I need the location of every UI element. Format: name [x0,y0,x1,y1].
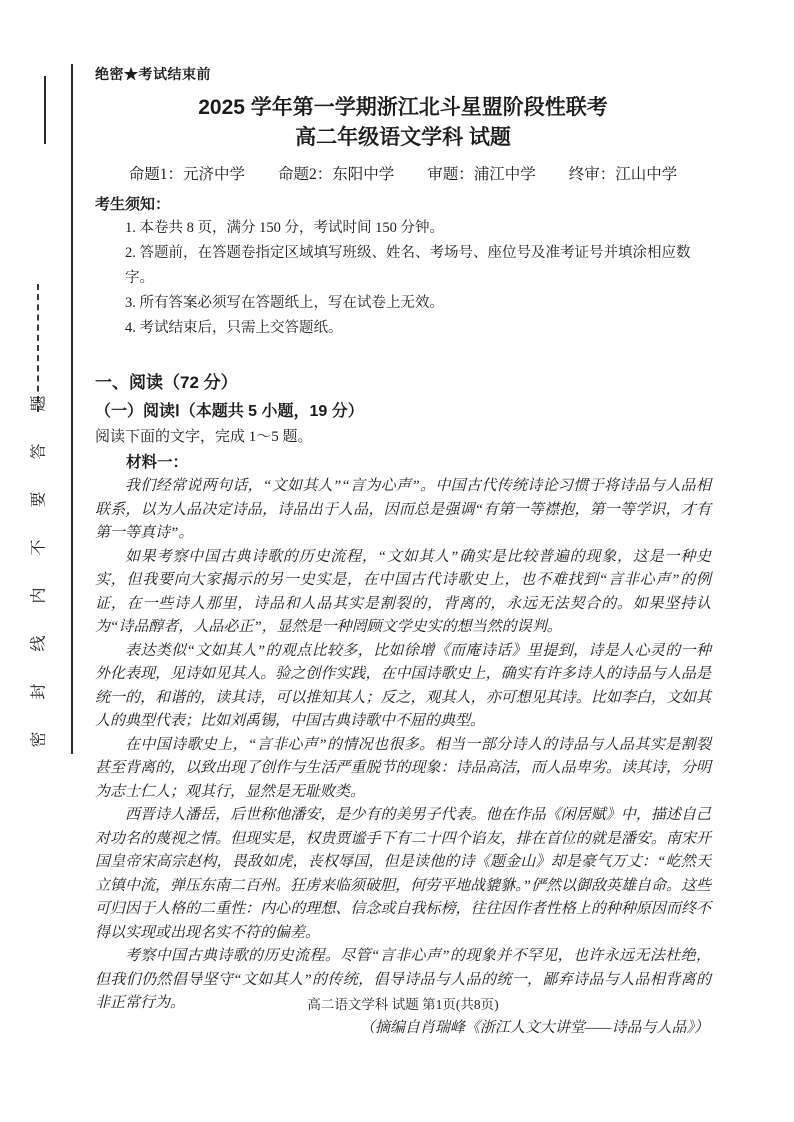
seal-char: 题 [30,395,48,412]
candidate-notice-heading: 考生须知： [95,196,171,213]
seal-char: 封 [30,683,48,700]
seal-char: 内 [30,587,48,604]
notice-item: 2. 答题前，在答题卷指定区域填写班级、姓名、考场号、座位号及准考证号并填涂相应数字。 [125,245,691,286]
material-paragraph: 表达类似“文如其人”的观点比较多，比如徐增《而庵诗话》里提到，诗是人心灵的一种外化表现，见诗如见其人。验之创作实践，在中国诗歌史上，确实有许多诗人的诗品与人品是统一的，和谐的，读其诗，可以推知其人；反之，观其人，亦可想见其诗。比如李白，文如其人的典型代表；比如刘禹锡，中国古典诗歌中不屈的典型。 [95,642,711,729]
material-one-label: 材料一： [126,454,189,471]
candidate-notice-list [95,216,711,341]
exam-title-line1: 2025 学年第一学期浙江北斗星盟阶段性联考 [198,96,608,119]
seal-fold-line [71,64,73,754]
exam-title-line2: 高二年级语文学科 试题 [295,126,511,149]
committee-final-reviewer: 终审：江山中学 [568,166,678,183]
notice-item: 1. 本卷共 8 页，满分 150 分，考试时间 150 分钟。 [125,220,444,236]
notice-item: 4. 考试结束后，只需上交答题纸。 [125,320,343,336]
material-paragraph: 考察中国古典诗歌的历史流程。尽管“言非心声”的现象并不罕见，也许永远无法杜绝，但我们仍然倡导坚守“文如其人”的传统，倡导诗品与人品的统一，鄙弃诗品与人品相背离的非正常行为。 [95,948,711,1011]
security-classification: 绝密★考试结束前 [95,66,211,82]
reading-instruction: 阅读下面的文字，完成 1～5 题。 [95,429,313,445]
source-attribution: （摘编自肖瑞峰《浙江人文大讲堂——诗品与人品》） [359,1019,709,1036]
seal-vertical-text [22,392,52,776]
page-number-footer: 高二语文学科 试题 第1页(共8页) [307,997,499,1012]
material-paragraph: 在中国诗歌史上，“言非心声”的情况也很多。相当一部分诗人的诗品与人品其实是割裂甚至背离的，以致出现了创作与生活严重脱节的现象：诗品高洁，而人品卑劣。读其诗，分明为志士仁人；观其行，显然是无耻败类。 [95,736,711,800]
seal-char: 密 [30,731,48,748]
seal-line-top-segment [44,76,46,144]
section-sub-heading: （一）阅读Ⅰ（本题共 5 小题，19 分） [95,403,364,420]
committee-line [95,162,711,184]
committee-setter1: 命题1：元济中学 [128,166,245,183]
seal-char: 线 [30,635,48,652]
material-paragraph: 如果考察中国古典诗歌的历史流程，“文如其人”确实是比较普遍的现象，这是一种史实，但我要向大家揭示的另一史实是，在中国古代诗歌史上，也不难找到“言非心声”的例证，在一些诗人那里，诗品和人品其实是割裂的，背离的，永远无法契合的。如果坚持认为“诗品醇者，人品必正”，显然是一种罔顾文学史实的想当然的误判。 [95,548,711,635]
seal-char: 答 [30,443,48,460]
content-column [95,64,711,1040]
seal-char: 不 [30,539,48,556]
material-paragraph: 西晋诗人潘岳，后世称他潘安，是少有的美男子代表。他在作品《闲居赋》中，描述自己对功名的蔑视之情。但现实是，权贵贾谧手下有二十四个谄友，排在首位的就是潘安。南宋开国皇帝宋高宗赵构，畏敌如虎，丧权辱国，但是读他的诗《题金山》却是豪气万丈：“屹然天立镇中流，弹压东南二百州。狂虏来临须破胆，何劳平地战貔貅。”俨然以御敌英雄自命。这些可归因于人格的二重性：内心的理想、信念或自我标榜，往往因作者性格上的种种原因而终不得以实现或出现名实不符的偏差。 [95,807,711,941]
notice-item: 3. 所有答案必须写在答题纸上，写在试卷上无效。 [125,295,444,311]
seal-char: 要 [30,491,48,508]
committee-setter2: 命题2：东阳中学 [277,166,395,183]
section-part-heading: 一、阅读（72 分） [95,373,238,392]
committee-reviewer: 审题：浦江中学 [427,166,536,183]
material-paragraph: 我们经常说两句话，“文如其人”“言为心声”。中国古代传统诗论习惯于将诗品与人品相联系，以为人品决定诗品，诗品出于人品，因而总是强调“有第一等襟抱，第一等学识，才有第一等真诗”。 [95,478,711,541]
